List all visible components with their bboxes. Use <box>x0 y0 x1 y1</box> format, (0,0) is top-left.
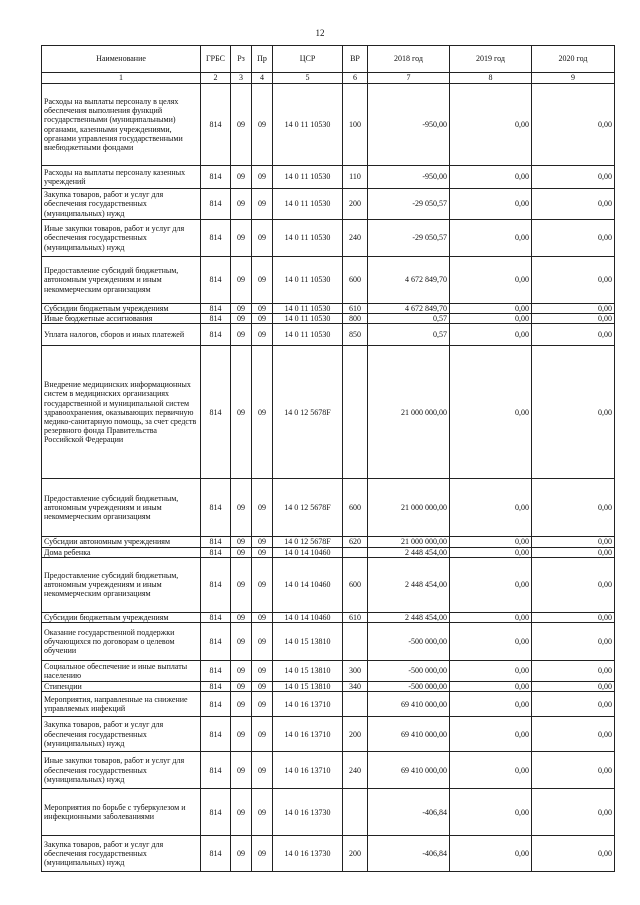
cell-name: Предоставление субсидий бюджетным, автономным учреждениям и иным некоммерческим организациям <box>42 257 201 304</box>
cell-csr: 14 0 11 10530 <box>273 189 343 220</box>
cell-grbs: 814 <box>201 537 231 547</box>
cell-name: Предоставление субсидий бюджетным, автономным учреждениям и иным некоммерческим организациям <box>42 479 201 537</box>
cell-vr: 850 <box>343 324 368 346</box>
header-csr: ЦСР <box>273 46 343 73</box>
cell-2019: 0,00 <box>450 304 532 314</box>
cell-2020: 0,00 <box>532 257 615 304</box>
cell-2018: 21 000 000,00 <box>368 479 450 537</box>
cell-csr: 14 0 15 13810 <box>273 660 343 681</box>
cell-name: Мероприятия, направленные на снижение управляемых инфекций <box>42 692 201 717</box>
table-row <box>42 660 615 681</box>
cell-2020: 0,00 <box>532 752 615 789</box>
cell-2018: -500 000,00 <box>368 660 450 681</box>
budget-table <box>41 45 615 872</box>
cell-pr: 09 <box>252 166 273 189</box>
cell-grbs: 814 <box>201 547 231 557</box>
cell-csr: 14 0 11 10530 <box>273 257 343 304</box>
cell-vr: 610 <box>343 304 368 314</box>
header-rz: Рз <box>231 46 252 73</box>
cell-vr: 200 <box>343 836 368 872</box>
cell-rz: 09 <box>231 304 252 314</box>
cell-grbs: 814 <box>201 257 231 304</box>
cell-rz: 09 <box>231 346 252 479</box>
column-index: 4 <box>252 73 273 84</box>
table-row <box>42 622 615 660</box>
cell-2018: -29 050,57 <box>368 220 450 257</box>
cell-name: Внедрение медицинских информационных систем в медицинских организациях государственной и муниципальной систем здравоохранения, оказывающих первичную медико-санитарную помощь, за счет средств резервного фонда Правительства Российской Федерации <box>42 346 201 479</box>
table-row <box>42 324 615 346</box>
cell-grbs: 814 <box>201 304 231 314</box>
cell-2020: 0,00 <box>532 547 615 557</box>
cell-pr: 09 <box>252 692 273 717</box>
cell-2020: 0,00 <box>532 557 615 612</box>
cell-rz: 09 <box>231 557 252 612</box>
cell-2019: 0,00 <box>450 537 532 547</box>
cell-2019: 0,00 <box>450 324 532 346</box>
header-2018: 2018 год <box>368 46 450 73</box>
cell-2018: 69 410 000,00 <box>368 752 450 789</box>
cell-2020: 0,00 <box>532 660 615 681</box>
column-index: 6 <box>343 73 368 84</box>
cell-name: Иные закупки товаров, работ и услуг для обеспечения государственных (муниципальных) нужд <box>42 220 201 257</box>
cell-csr: 14 0 12 5678F <box>273 537 343 547</box>
cell-name: Субсидии автономным учреждениям <box>42 537 201 547</box>
cell-grbs: 814 <box>201 220 231 257</box>
cell-2019: 0,00 <box>450 346 532 479</box>
cell-2020: 0,00 <box>532 622 615 660</box>
cell-2019: 0,00 <box>450 557 532 612</box>
column-index: 7 <box>368 73 450 84</box>
header-2019: 2019 год <box>450 46 532 73</box>
cell-2018: 21 000 000,00 <box>368 537 450 547</box>
cell-vr: 800 <box>343 314 368 324</box>
table-row <box>42 166 615 189</box>
page-number: 12 <box>315 28 325 38</box>
cell-2019: 0,00 <box>450 189 532 220</box>
cell-csr: 14 0 16 13710 <box>273 692 343 717</box>
cell-2019: 0,00 <box>450 660 532 681</box>
cell-2018: 2 448 454,00 <box>368 612 450 622</box>
cell-grbs: 814 <box>201 717 231 752</box>
cell-csr: 14 0 16 13730 <box>273 836 343 872</box>
cell-csr: 14 0 11 10530 <box>273 166 343 189</box>
cell-2020: 0,00 <box>532 189 615 220</box>
cell-name: Социальное обеспечение и иные выплаты населению <box>42 660 201 681</box>
cell-vr: 200 <box>343 189 368 220</box>
table-row <box>42 537 615 547</box>
table-row <box>42 479 615 537</box>
cell-vr: 340 <box>343 681 368 691</box>
table-header <box>42 46 615 73</box>
cell-grbs: 814 <box>201 346 231 479</box>
table-row <box>42 681 615 691</box>
table-row <box>42 557 615 612</box>
cell-2020: 0,00 <box>532 220 615 257</box>
cell-csr: 14 0 11 10530 <box>273 314 343 324</box>
cell-vr <box>343 692 368 717</box>
cell-vr: 620 <box>343 537 368 547</box>
cell-name: Мероприятия по борьбе с туберкулезом и инфекционными заболеваниями <box>42 789 201 836</box>
cell-2018: 21 000 000,00 <box>368 346 450 479</box>
cell-rz: 09 <box>231 622 252 660</box>
cell-rz: 09 <box>231 681 252 691</box>
cell-grbs: 814 <box>201 479 231 537</box>
cell-pr: 09 <box>252 612 273 622</box>
cell-2019: 0,00 <box>450 257 532 304</box>
cell-vr: 600 <box>343 479 368 537</box>
cell-csr: 14 0 12 5678F <box>273 479 343 537</box>
table-row <box>42 692 615 717</box>
cell-rz: 09 <box>231 717 252 752</box>
cell-csr: 14 0 11 10530 <box>273 84 343 166</box>
cell-grbs: 814 <box>201 189 231 220</box>
table-row <box>42 547 615 557</box>
cell-vr: 240 <box>343 752 368 789</box>
cell-vr: 100 <box>343 84 368 166</box>
cell-rz: 09 <box>231 692 252 717</box>
cell-grbs: 814 <box>201 84 231 166</box>
cell-rz: 09 <box>231 189 252 220</box>
cell-rz: 09 <box>231 660 252 681</box>
cell-pr: 09 <box>252 537 273 547</box>
cell-2020: 0,00 <box>532 681 615 691</box>
cell-csr: 14 0 11 10530 <box>273 324 343 346</box>
table-row <box>42 189 615 220</box>
cell-name: Субсидии бюджетным учреждениям <box>42 612 201 622</box>
cell-2020: 0,00 <box>532 692 615 717</box>
cell-2019: 0,00 <box>450 717 532 752</box>
cell-2018: 4 672 849,70 <box>368 304 450 314</box>
cell-2018: 69 410 000,00 <box>368 692 450 717</box>
table-row <box>42 752 615 789</box>
cell-vr: 200 <box>343 717 368 752</box>
cell-vr <box>343 789 368 836</box>
table-row <box>42 789 615 836</box>
cell-2018: 0,57 <box>368 324 450 346</box>
cell-rz: 09 <box>231 84 252 166</box>
column-index: 3 <box>231 73 252 84</box>
column-index-row <box>42 73 615 84</box>
cell-2020: 0,00 <box>532 84 615 166</box>
cell-grbs: 814 <box>201 622 231 660</box>
cell-vr: 240 <box>343 220 368 257</box>
cell-pr: 09 <box>252 314 273 324</box>
column-index: 1 <box>42 73 201 84</box>
cell-csr: 14 0 16 13710 <box>273 717 343 752</box>
cell-2018: -406,84 <box>368 789 450 836</box>
cell-rz: 09 <box>231 479 252 537</box>
table-row <box>42 304 615 314</box>
cell-2020: 0,00 <box>532 166 615 189</box>
cell-name: Закупка товаров, работ и услуг для обеспечения государственных (муниципальных) нужд <box>42 836 201 872</box>
cell-grbs: 814 <box>201 612 231 622</box>
cell-rz: 09 <box>231 314 252 324</box>
cell-pr: 09 <box>252 189 273 220</box>
cell-grbs: 814 <box>201 166 231 189</box>
cell-pr: 09 <box>252 257 273 304</box>
cell-rz: 09 <box>231 220 252 257</box>
cell-csr: 14 0 11 10530 <box>273 304 343 314</box>
cell-csr: 14 0 11 10530 <box>273 220 343 257</box>
cell-pr: 09 <box>252 324 273 346</box>
cell-grbs: 814 <box>201 836 231 872</box>
table-row <box>42 257 615 304</box>
cell-vr: 110 <box>343 166 368 189</box>
cell-pr: 09 <box>252 547 273 557</box>
cell-pr: 09 <box>252 479 273 537</box>
cell-2018: -950,00 <box>368 84 450 166</box>
cell-grbs: 814 <box>201 692 231 717</box>
header-name: Наименование <box>42 46 201 73</box>
cell-2019: 0,00 <box>450 547 532 557</box>
cell-2018: 2 448 454,00 <box>368 557 450 612</box>
cell-csr: 14 0 15 13810 <box>273 622 343 660</box>
cell-2018: 69 410 000,00 <box>368 717 450 752</box>
cell-2018: -950,00 <box>368 166 450 189</box>
cell-2018: -500 000,00 <box>368 681 450 691</box>
cell-2019: 0,00 <box>450 789 532 836</box>
cell-grbs: 814 <box>201 324 231 346</box>
cell-2019: 0,00 <box>450 479 532 537</box>
cell-pr: 09 <box>252 622 273 660</box>
cell-vr <box>343 622 368 660</box>
cell-csr: 14 0 15 13810 <box>273 681 343 691</box>
cell-rz: 09 <box>231 547 252 557</box>
column-index: 8 <box>450 73 532 84</box>
cell-2018: -406,84 <box>368 836 450 872</box>
cell-vr: 600 <box>343 257 368 304</box>
header-pr: Пр <box>252 46 273 73</box>
cell-name: Иные закупки товаров, работ и услуг для обеспечения государственных (муниципальных) нужд <box>42 752 201 789</box>
cell-name: Закупка товаров, работ и услуг для обеспечения государственных (муниципальных) нужд <box>42 189 201 220</box>
cell-name: Расходы на выплаты персоналу казенных учреждений <box>42 166 201 189</box>
cell-2019: 0,00 <box>450 84 532 166</box>
cell-2018: 2 448 454,00 <box>368 547 450 557</box>
table-body <box>42 73 615 872</box>
cell-rz: 09 <box>231 257 252 304</box>
cell-name: Предоставление субсидий бюджетным, автономным учреждениям и иным некоммерческим организациям <box>42 557 201 612</box>
cell-2020: 0,00 <box>532 612 615 622</box>
cell-vr: 300 <box>343 660 368 681</box>
cell-rz: 09 <box>231 537 252 547</box>
cell-pr: 09 <box>252 84 273 166</box>
cell-2020: 0,00 <box>532 346 615 479</box>
cell-name: Оказание государственной поддержки обучающихся по договорам о целевом обучении <box>42 622 201 660</box>
cell-pr: 09 <box>252 836 273 872</box>
cell-2020: 0,00 <box>532 324 615 346</box>
cell-vr: 610 <box>343 612 368 622</box>
cell-rz: 09 <box>231 324 252 346</box>
cell-name: Стипендии <box>42 681 201 691</box>
cell-pr: 09 <box>252 346 273 479</box>
cell-2019: 0,00 <box>450 681 532 691</box>
cell-2020: 0,00 <box>532 304 615 314</box>
cell-2020: 0,00 <box>532 314 615 324</box>
cell-rz: 09 <box>231 612 252 622</box>
cell-pr: 09 <box>252 681 273 691</box>
cell-name: Дома ребенка <box>42 547 201 557</box>
header-row <box>42 46 615 73</box>
cell-grbs: 814 <box>201 789 231 836</box>
cell-2019: 0,00 <box>450 622 532 660</box>
cell-2018: -500 000,00 <box>368 622 450 660</box>
cell-pr: 09 <box>252 717 273 752</box>
cell-pr: 09 <box>252 752 273 789</box>
cell-name: Уплата налогов, сборов и иных платежей <box>42 324 201 346</box>
cell-2019: 0,00 <box>450 752 532 789</box>
cell-rz: 09 <box>231 836 252 872</box>
cell-2019: 0,00 <box>450 220 532 257</box>
table-row <box>42 612 615 622</box>
cell-pr: 09 <box>252 789 273 836</box>
header-2020: 2020 год <box>532 46 615 73</box>
cell-name: Закупка товаров, работ и услуг для обеспечения государственных (муниципальных) нужд <box>42 717 201 752</box>
cell-grbs: 814 <box>201 557 231 612</box>
column-index: 9 <box>532 73 615 84</box>
cell-2018: -29 050,57 <box>368 189 450 220</box>
cell-pr: 09 <box>252 557 273 612</box>
cell-2019: 0,00 <box>450 612 532 622</box>
cell-2020: 0,00 <box>532 789 615 836</box>
cell-grbs: 814 <box>201 681 231 691</box>
cell-csr: 14 0 12 5678F <box>273 346 343 479</box>
table-row <box>42 836 615 872</box>
cell-2019: 0,00 <box>450 166 532 189</box>
cell-2019: 0,00 <box>450 692 532 717</box>
cell-rz: 09 <box>231 166 252 189</box>
cell-pr: 09 <box>252 304 273 314</box>
cell-csr: 14 0 14 10460 <box>273 612 343 622</box>
cell-grbs: 814 <box>201 660 231 681</box>
cell-grbs: 814 <box>201 752 231 789</box>
cell-grbs: 814 <box>201 314 231 324</box>
cell-csr: 14 0 14 10460 <box>273 547 343 557</box>
cell-2018: 0,57 <box>368 314 450 324</box>
cell-pr: 09 <box>252 220 273 257</box>
cell-vr: 600 <box>343 557 368 612</box>
column-index: 5 <box>273 73 343 84</box>
cell-2019: 0,00 <box>450 314 532 324</box>
cell-2020: 0,00 <box>532 836 615 872</box>
column-index: 2 <box>201 73 231 84</box>
cell-name: Иные бюджетные ассигнования <box>42 314 201 324</box>
cell-2018: 4 672 849,70 <box>368 257 450 304</box>
table-row <box>42 84 615 166</box>
table-row <box>42 717 615 752</box>
cell-2020: 0,00 <box>532 717 615 752</box>
cell-2020: 0,00 <box>532 537 615 547</box>
table-row <box>42 346 615 479</box>
cell-rz: 09 <box>231 752 252 789</box>
table-row <box>42 314 615 324</box>
cell-csr: 14 0 16 13730 <box>273 789 343 836</box>
header-grbs: ГРБС <box>201 46 231 73</box>
cell-vr <box>343 346 368 479</box>
cell-pr: 09 <box>252 660 273 681</box>
cell-rz: 09 <box>231 789 252 836</box>
cell-2020: 0,00 <box>532 479 615 537</box>
cell-csr: 14 0 14 10460 <box>273 557 343 612</box>
table-row <box>42 220 615 257</box>
cell-name: Расходы на выплаты персоналу в целях обеспечения выполнения функций государственными (муниципальными) органами, казенными учреждениями, органами управления государственными внебюджетными фондами <box>42 84 201 166</box>
header-vr: ВР <box>343 46 368 73</box>
cell-name: Субсидии бюджетным учреждениям <box>42 304 201 314</box>
cell-csr: 14 0 16 13710 <box>273 752 343 789</box>
cell-2019: 0,00 <box>450 836 532 872</box>
cell-vr <box>343 547 368 557</box>
